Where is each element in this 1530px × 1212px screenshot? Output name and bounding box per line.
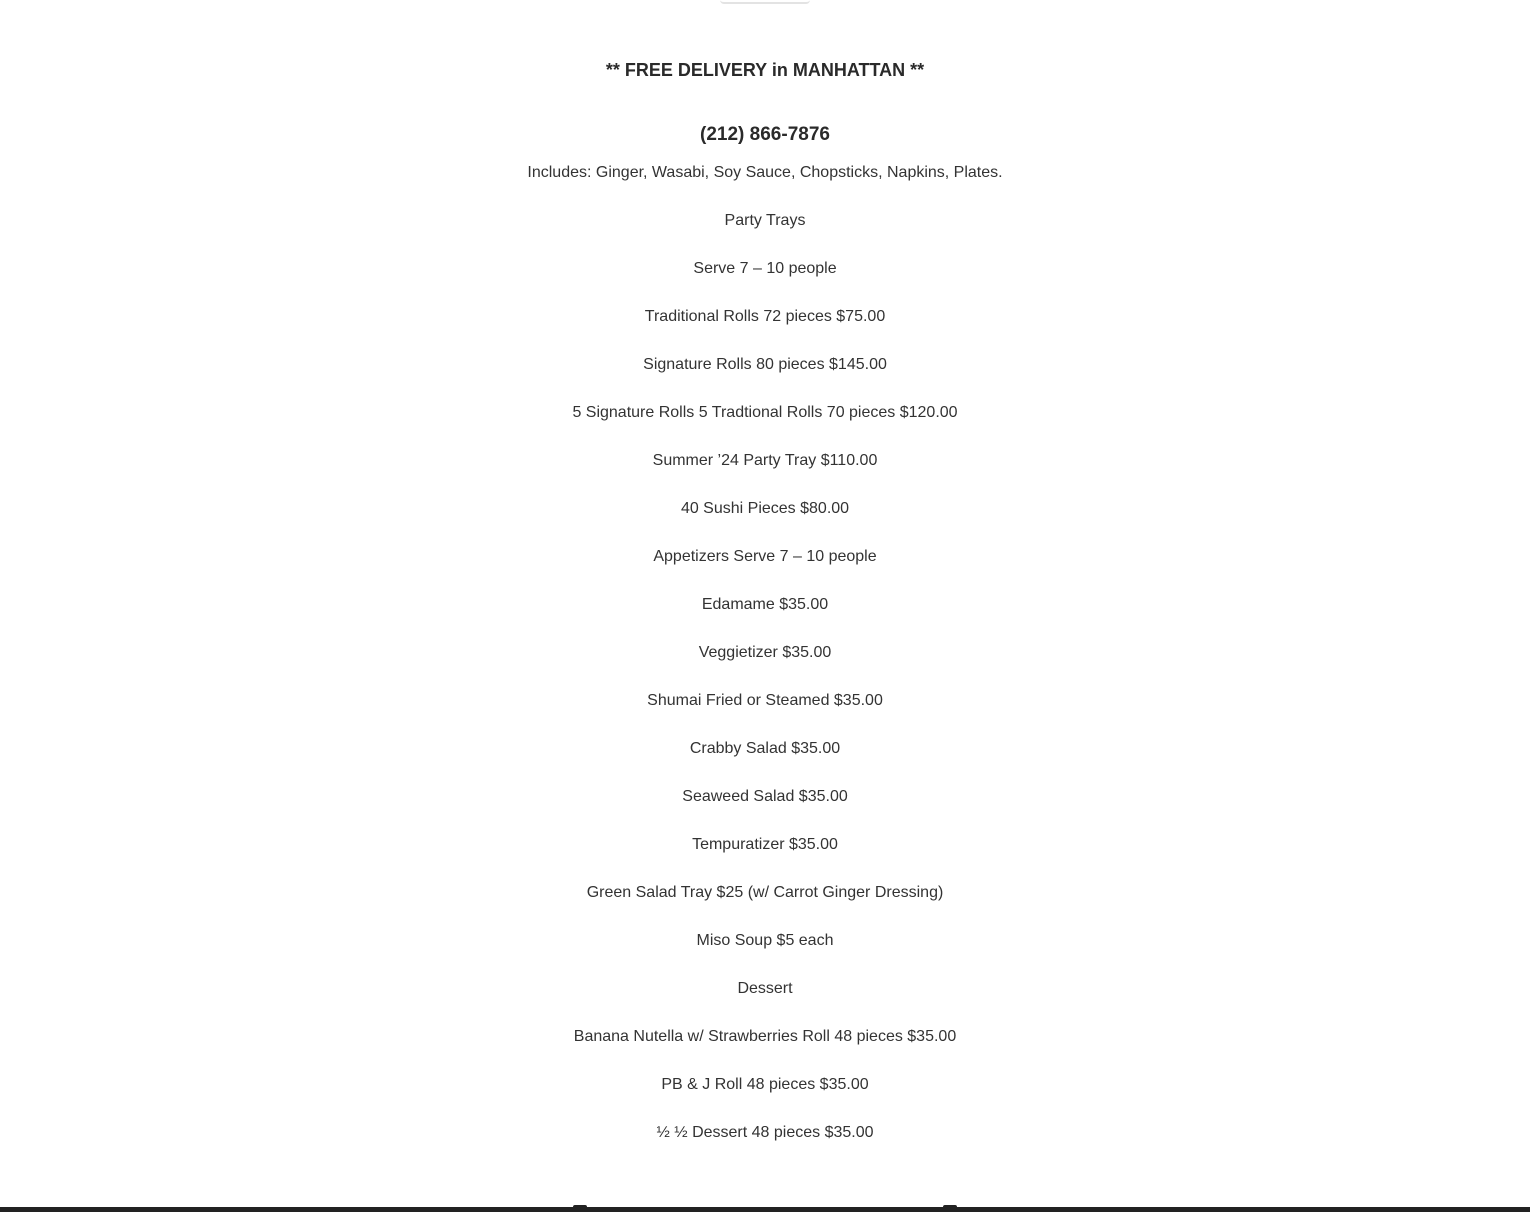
footer-marker <box>943 1205 957 1209</box>
footer-marker <box>573 1205 587 1209</box>
includes-line: Includes: Ginger, Wasabi, Soy Sauce, Chopsticks, Napkins, Plates. <box>527 164 1003 181</box>
menu-item: Summer ’24 Party Tray $110.00 <box>652 452 878 469</box>
menu-item: Veggietizer $35.00 <box>698 644 832 661</box>
menu-item: ½ ½ Dessert 48 pieces $35.00 <box>656 1124 874 1141</box>
menu-item: Seaweed Salad $35.00 <box>682 788 848 805</box>
menu-item: Green Salad Tray $25 (w/ Carrot Ginger Dressing) <box>586 884 944 901</box>
footer-bar <box>0 1207 1530 1212</box>
menu-item: Tempuratizer $35.00 <box>692 836 838 853</box>
section-heading-party-trays: Party Trays <box>724 212 806 229</box>
menu-item: Banana Nutella w/ Strawberries Roll 48 pieces $35.00 <box>573 1028 957 1045</box>
menu-item: Edamame $35.00 <box>701 596 829 613</box>
menu-item: 40 Sushi Pieces $80.00 <box>680 500 850 517</box>
menu-item: Miso Soup $5 each <box>696 932 834 949</box>
menu-item: 5 Signature Rolls 5 Tradtional Rolls 70 pieces $120.00 <box>572 404 958 421</box>
section-heading-appetizers: Appetizers Serve 7 – 10 people <box>653 548 877 565</box>
free-delivery-notice: ** FREE DELIVERY in MANHATTAN ** <box>605 60 925 80</box>
section-heading-dessert: Dessert <box>737 980 793 997</box>
phone-number[interactable]: (212) 866-7876 <box>700 124 830 145</box>
menu-item: PB & J Roll 48 pieces $35.00 <box>661 1076 869 1093</box>
menu-item: Shumai Fried or Steamed $35.00 <box>647 692 883 709</box>
serving-size-line: Serve 7 – 10 people <box>693 260 837 277</box>
menu-item: Signature Rolls 80 pieces $145.00 <box>643 356 887 373</box>
menu-item: Traditional Rolls 72 pieces $75.00 <box>644 308 886 325</box>
top-partial-element <box>720 0 810 4</box>
menu-item: Crabby Salad $35.00 <box>689 740 841 757</box>
